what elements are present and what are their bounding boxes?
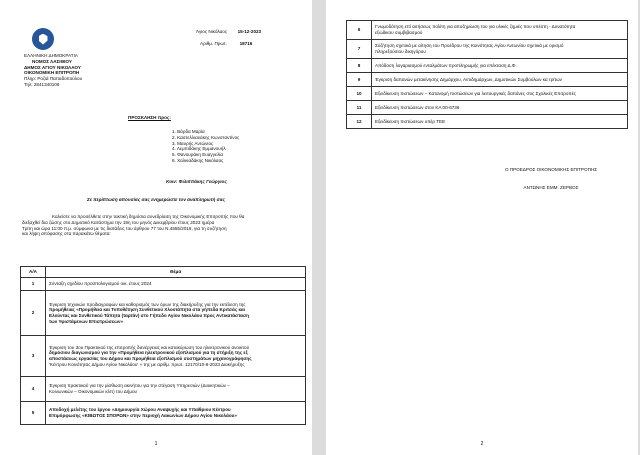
item-number: 6 xyxy=(347,21,372,40)
table-row xyxy=(347,101,628,115)
subject-line: Εξειδίκευση πιστώσεων – Κατανομή πιστώσεων για λειτουργικές δαπάνες στις Σχολικές Επιτροπές xyxy=(375,90,576,96)
table-row xyxy=(21,402,306,425)
issuer-block xyxy=(24,53,82,88)
body-line: Τρίτη και ώρα 11:00 π.μ. σύμφωνα με τις διατάξεις του άρθρου 77 του Ν.4555/2018, για τη συζήτηση xyxy=(22,225,227,231)
subject-line: Επιμόρφωσης «ΚΙΒΩΤΟΣ ΣΠΟΡΩΝ» στην περιοχή Λακωνίων Δήμου Αγίου Νικολάου» xyxy=(49,413,237,418)
body-line: Καλείστε να προσέλθετε στην τακτική δημόσια συνεδρίαση της Οικονομικής Επιτροπής που θα xyxy=(52,214,245,219)
column-header: Α/Α xyxy=(21,267,46,278)
item-number: 12 xyxy=(347,115,372,129)
recipient-item: 4. Λεμπιδάκης Εμμανουήλ xyxy=(172,146,226,152)
item-subject xyxy=(372,87,628,101)
subject-line: προμήθειας «Προμήθεια και Τοποθέτηση Συνθετικού Χλοοτάπητα στα γήπεδα Κριτσάς και xyxy=(49,307,246,313)
subject-line: εξώδικου συμβιβασμού xyxy=(375,30,423,35)
subject-line: Εξειδίκευση πιστώσεων στον ΚΑ 00-6736 xyxy=(375,104,460,110)
item-subject xyxy=(46,377,306,402)
page-number: 1 xyxy=(154,441,158,447)
item-number: 7 xyxy=(347,40,372,59)
absence-note: Σε περίπτωση απουσίας σας ενημερώστε τον αναπληρωτή σας xyxy=(87,197,225,202)
recipient-item: 3. Μαυρής Αντώνιος xyxy=(172,140,214,146)
item-subject xyxy=(372,73,628,87)
page-number: 2 xyxy=(480,441,484,447)
invitation-title xyxy=(128,115,171,121)
signature-name: ΑΝΤΩΝΗΣ ΕΜΜ. ΖΕΡΒΟΣ xyxy=(523,185,579,190)
subject-line: πληρεξούσιου δικηγόρου xyxy=(375,49,426,54)
invitation-title-text: ΠΡΟΣΚΛΗΣΗ προς: xyxy=(128,115,171,120)
subject-line: Ελούντας και Συνθετικού Τάπητα (ταρτάν) στο Γήπεδο Αγίου Νικολάου προς Αντικατάσταση xyxy=(49,313,249,318)
item-subject xyxy=(372,101,628,115)
table-header-row xyxy=(21,267,306,278)
item-subject xyxy=(46,402,306,425)
table-row xyxy=(21,291,306,336)
subject-line: Έγκριση τεχνικών προδιαγραφών και καθορισμός των όρων της διακήρυξης για την εκτέλεση της xyxy=(49,301,246,307)
agenda-table xyxy=(20,266,306,425)
table-row xyxy=(347,115,628,129)
subject-line: Γνωμοδότηση επί αιτήσεως πολίτη για αποζημίωση του για υλικές ζημιές που υπέστη - Δυνατότητα xyxy=(375,24,576,30)
issuer-line: ΔΗΜΟΣ ΑΓΙΟΥ ΝΙΚΟΛΑΟΥ xyxy=(24,64,81,70)
item-subject xyxy=(372,21,628,40)
place-label: Άγιος Νικόλαος xyxy=(196,29,228,34)
issuer-line: ΟΙΚΟΝΟΜΙΚΗ ΕΠΙΤΡΟΠΗ xyxy=(24,70,80,76)
item-subject xyxy=(372,115,628,129)
subject-line: Σύζήτηση σχετικά με αίτηση του Προέδρου της Κοινότητας Αγίου Αντωνίου σχετικά με ορισμό xyxy=(375,43,564,49)
item-subject xyxy=(372,40,628,59)
item-number: 10 xyxy=(347,87,372,101)
recipient-list xyxy=(172,129,239,164)
item-number: 3 xyxy=(21,336,46,377)
issuer-line: Τηλ: 2841340106 xyxy=(24,81,60,87)
recipient-item: 1. Βάρδα Μαρία xyxy=(172,129,205,134)
table-row xyxy=(347,21,628,40)
document-page-1 xyxy=(0,0,312,455)
item-subject xyxy=(46,278,306,291)
item-number: 2 xyxy=(21,291,46,336)
table-row xyxy=(347,59,628,73)
subject-line: Εξειδίκευση πιστώσεων υπέρ ΤΕΕ xyxy=(375,118,446,124)
item-number: 5 xyxy=(21,402,46,425)
subject-line: Έγκριση του 3ου Πρακτικού της επιτροπής διενέργειας και κατακύρωση του ηλεκτρονικού ανοικτού xyxy=(49,344,250,350)
subject-line: 'Κέντρου Κοινότητας Δήμου Αγίου Νικολάου' » της με αριθμ. πρωτ. 12170/10-8-2023 Διακήρυξης xyxy=(49,361,245,367)
item-number: 1 xyxy=(21,278,46,291)
subject-line: Απόδοση λογαριασμού ενταλμάτων προπληρωμής για επέκταση Δ.Φ. xyxy=(375,62,517,68)
signature-title: Ο ΠΡΟΕΔΡΟΣ ΟΙΚΟΝΟΜΙΚΗΣ ΕΠΙΤΡΟΠΗΣ xyxy=(504,167,598,172)
table-row xyxy=(21,278,306,291)
cc-line: Κοιν: Φιλιππάκης Γεώργιος xyxy=(166,179,227,184)
table-row xyxy=(347,73,628,87)
item-number: 9 xyxy=(347,73,372,87)
item-number: 4 xyxy=(21,377,46,402)
invitation-body xyxy=(22,214,307,237)
table-row xyxy=(347,40,628,59)
recipient-item: 5. Φανουράκη Ευαγγελία xyxy=(172,152,224,158)
subject-line: Αποδοχή μελέτης του έργου «Δημιουργία Χώρου Αναψυχής και Υπαίθριου Κέντρου xyxy=(49,407,231,413)
subject-line: Έγκριση πρακτικού για την μίσθωση ακινήτου για την στέγαση Υπηρεσιών (Διοικητικών – xyxy=(49,383,230,389)
subject-line: δημόσιου διαγωνισμού για την «Προμήθεια ηλεκτρονικού εξοπλισμού για τη στήριξη της εξ xyxy=(49,350,248,356)
recipient-item: 6. Χαλκιαδάκης Νικόλαος xyxy=(172,157,224,163)
document-page-2 xyxy=(326,0,638,455)
date-line xyxy=(196,29,261,35)
recipient-item: 2. Καστελλιανάκης Κωνσταντίνος xyxy=(172,134,240,140)
body-line: και λήψη απόφασης στα παρακάτω θέματα: xyxy=(22,231,111,237)
item-subject xyxy=(46,336,306,377)
subject-line: των Υφιστάμενων Επιστρώσεων» xyxy=(49,318,124,324)
subject-line: Έγκριση δαπανών μετακίνησης Δημάρχου, Αντιδημάρχων, Δημοτικών Συμβούλων κα τρίτων xyxy=(375,76,562,82)
table-row xyxy=(347,87,628,101)
body-line: διεξαχθεί δια ζώσης στο Δημοτικό Κατάστημα την 19η του μηνός Δεκεμβρίου έτους 2023 ημέρα xyxy=(22,219,215,225)
protocol-number: 18716 xyxy=(239,41,253,46)
date-value: 15-12-2023 xyxy=(237,29,262,34)
issuer-line: ΕΛΛΗΝΙΚΗ ΔΗΜΟΚΡΑΤΙΑ xyxy=(24,53,78,58)
subject-line: Κοινωνικών – Οικονομικών κλπ) του Δήμου xyxy=(49,389,138,394)
protocol-line xyxy=(200,41,252,47)
item-subject xyxy=(372,59,628,73)
issuer-line: ΝΟΜΟΣ ΛΑΣΙΘΙΟΥ xyxy=(32,58,72,64)
subject-line: αποστάσεως εργασίας του Δήμου και προμήθεια εξοπλισμού συστημάτων μηχανογράφησης xyxy=(49,356,252,361)
greek-emblem-icon xyxy=(32,28,54,50)
item-subject xyxy=(46,291,306,336)
agenda-table-continued xyxy=(346,20,628,129)
item-number: 11 xyxy=(347,101,372,115)
column-header: Θέμα xyxy=(46,267,306,278)
issuer-line: Πληρ: Ροζιά Παπαδοπούλου xyxy=(24,76,83,82)
table-row xyxy=(21,377,306,402)
item-number: 8 xyxy=(347,59,372,73)
table-row xyxy=(21,336,306,377)
protocol-label: Αριθμ. Πρωτ. xyxy=(200,41,227,46)
subject-line: Σύνταξη σχεδίου προϋπολογισμού οικ. έτους 2024 xyxy=(49,281,152,287)
